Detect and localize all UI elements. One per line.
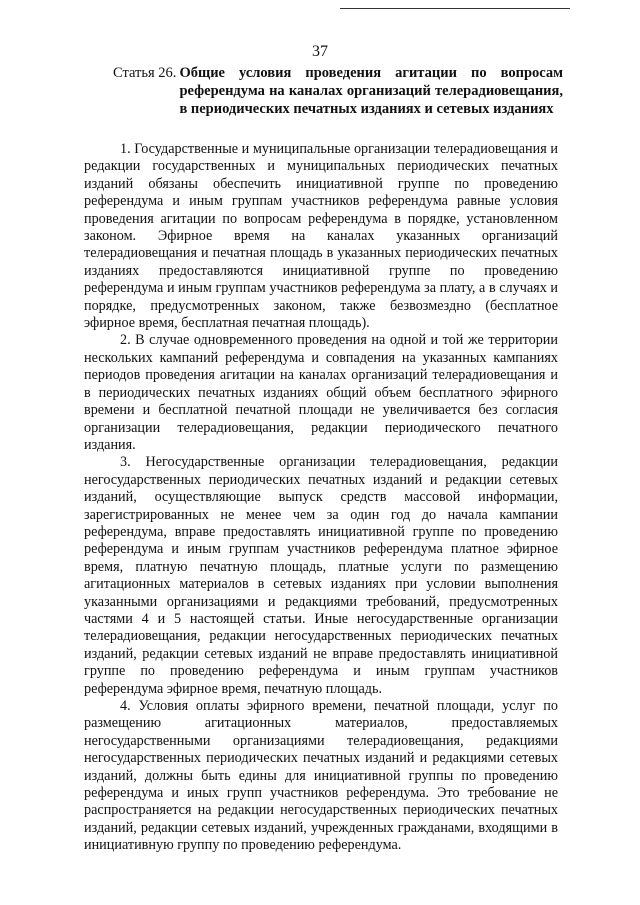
top-rule [340,8,570,9]
article-heading [113,64,563,118]
article-title: Общие условия проведения агитации по вопросам референдума на каналах организаций телерадиовещания, в периодических печатных изданиях и сетевых изданиях [179,65,563,117]
article-body [84,141,558,855]
article-label: Статья 26. [113,65,177,81]
paragraph-4: 4. Условия оплаты эфирного времени, печатной площади, услуг по размещению агитационных материалов, предоставляемых негосударственными организациями телерадиовещания, редакциями негосударственных периодических печатных изданий и редакциями сетевых изданий, должны быть едины для инициативной группы по проведению референдума и иных групп участников референдума. Это требование не распространяется на редакции негосударственных периодических печатных изданий, редакции сетевых изданий, учрежденных гражданами, входящими в инициативную группу по проведению референдума. [84,698,558,854]
page-number: 37 [312,43,328,60]
paragraph-1: 1. Государственные и муниципальные организации телерадиовещания и редакции государственных и муниципальных периодических печатных изданий обязаны обеспечить инициативной группе по проведению референдума и иным группам участников референдума равные условия проведения агитации по вопросам референдума в порядке, установленном законом. Эфирное время на каналах указанных организаций телерадиовещания и печатная площадь в указанных периодических печатных изданиях предоставляются инициативной группе по проведению референдума и иным группам участников референдума за плату, а в случаях и порядке, предусмотренных законом, также безвозмездно (бесплатное эфирное время, бесплатная печатная площадь). [84,141,558,332]
paragraph-2: 2. В случае одновременного проведения на одной и той же территории нескольких кампаний референдума и совпадения на указанных кампаниях периодов проведения агитации на каналах организаций телерадиовещания и в периодических печатных изданиях общий объем бесплатного эфирного времени и бесплатной печатной площади не увеличивается без согласия организации телерадиовещания, редакции периодического печатного издания. [84,332,558,453]
paragraph-3: 3. Негосударственные организации телерадиовещания, редакции негосударственных периодических печатных изданий и редакции сетевых изданий, осуществляющие выпуск средств массовой информации, зарегистрированных не менее чем за один год до начала кампании референдума, вправе предоставлять инициативной группе по проведению референдума и иным группам участников референдума платное эфирное время, платную печатную площадь, платные услуги по размещению агитационных материалов в сетевых изданиях при условии выполнения указанными организациями и редакциями требований, предусмотренных частями 4 и 5 настоящей статьи. Иные негосударственные организации телерадиовещания, редакции негосударственных периодических печатных изданий, редакции сетевых изданий не вправе предоставлять инициативной группе по проведению референдума и иным группам участников референдума эфирное время, печатную площадь. [84,454,558,697]
